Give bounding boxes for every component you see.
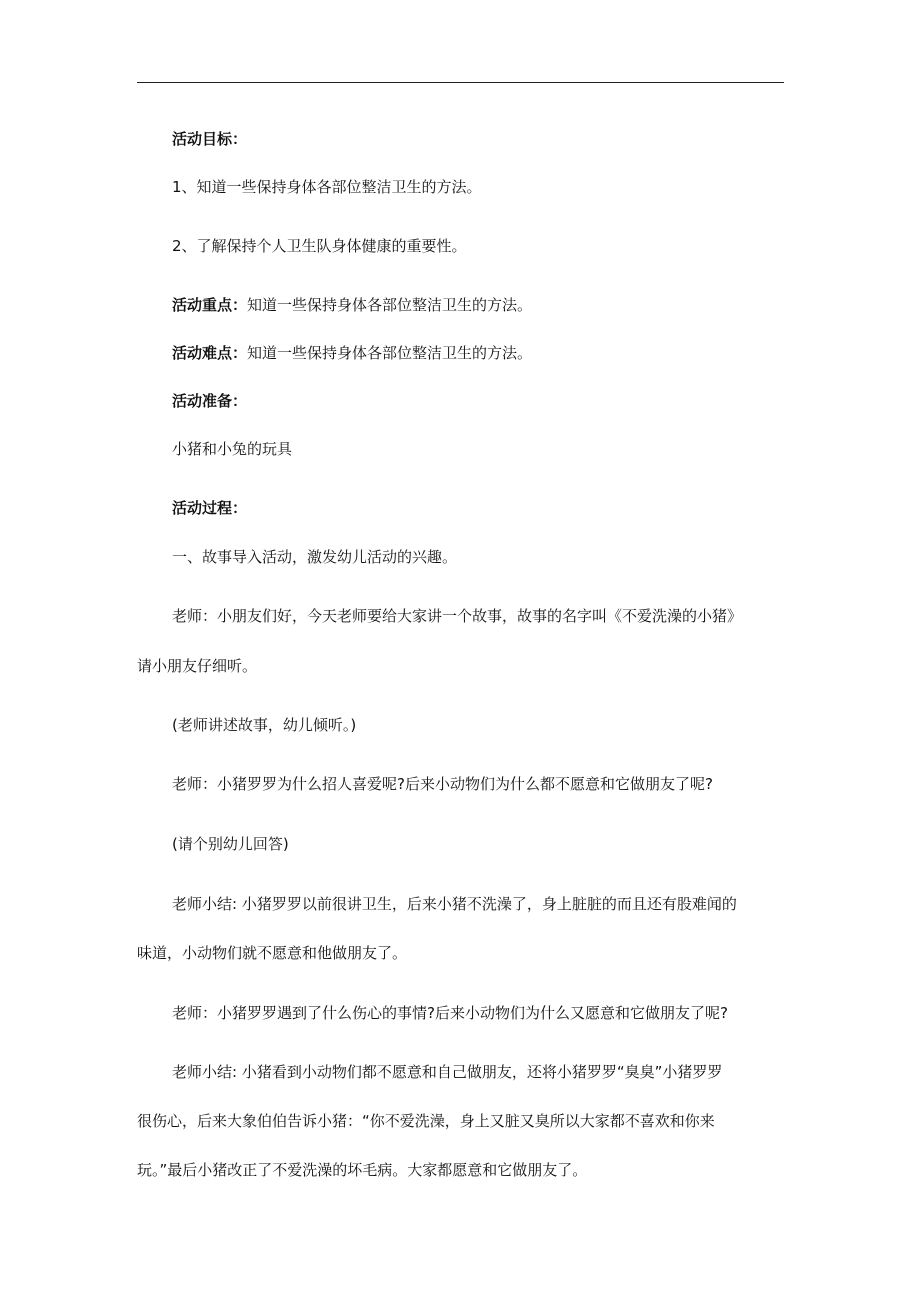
para-2: (老师讲述故事，幼儿倾听。) bbox=[172, 716, 357, 734]
para-1-line-1: 老师：小朋友们好，今天老师要给大家讲一个故事，故事的名字叫《不爱洗澡的小猪》 bbox=[172, 607, 743, 625]
para-6: 老师：小猪罗罗遇到了什么伤心的事情?后来小动物们为什么又愿意和它做朋友了呢? bbox=[172, 1004, 728, 1022]
header-rule bbox=[137, 82, 784, 83]
process-heading: 活动过程： bbox=[172, 499, 248, 517]
preparation-heading: 活动准备： bbox=[172, 392, 248, 410]
para-7-line-3: 玩。”最后小猪改正了不爱洗澡的坏毛病。大家都愿意和它做朋友了。 bbox=[137, 1161, 588, 1179]
para-4: (请个别幼儿回答) bbox=[172, 835, 289, 853]
para-3: 老师：小猪罗罗为什么招人喜爱呢?后来小动物们为什么都不愿意和它做朋友了呢? bbox=[172, 775, 713, 793]
difficulty-text: 知道一些保持身体各部位整洁卫生的方法。 bbox=[247, 344, 533, 362]
para-1-line-2: 请小朋友仔细听。 bbox=[137, 657, 258, 675]
step-1: 一、故事导入活动，激发幼儿活动的兴趣。 bbox=[172, 548, 458, 566]
para-7-line-1: 老师小结: 小猪看到小动物们都不愿意和自己做朋友，还将小猪罗罗“臭臭”小猪罗罗 bbox=[172, 1063, 723, 1081]
para-7-line-2: 很伤心，后来大象伯伯告诉小猪：“你不爱洗澡，身上又脏又臭所以大家都不喜欢和你来 bbox=[137, 1112, 715, 1130]
key-point-text: 知道一些保持身体各部位整洁卫生的方法。 bbox=[247, 296, 533, 314]
key-point-line bbox=[172, 295, 532, 315]
objective-1: 1、知道一些保持身体各部位整洁卫生的方法。 bbox=[172, 178, 482, 196]
difficulty-label: 活动难点： bbox=[172, 344, 248, 362]
key-point-label: 活动重点： bbox=[172, 296, 248, 314]
objectives-heading: 活动目标： bbox=[172, 130, 248, 148]
difficulty-line bbox=[172, 343, 532, 363]
para-5-line-1: 老师小结: 小猪罗罗以前很讲卫生，后来小猪不洗澡了，身上脏脏的而且还有股难闻的 bbox=[172, 895, 737, 913]
para-5-line-2: 味道，小动物们就不愿意和他做朋友了。 bbox=[137, 944, 408, 962]
preparation-text: 小猪和小兔的玩具 bbox=[172, 440, 293, 458]
objective-2: 2、了解保持个人卫生队身体健康的重要性。 bbox=[172, 237, 467, 255]
